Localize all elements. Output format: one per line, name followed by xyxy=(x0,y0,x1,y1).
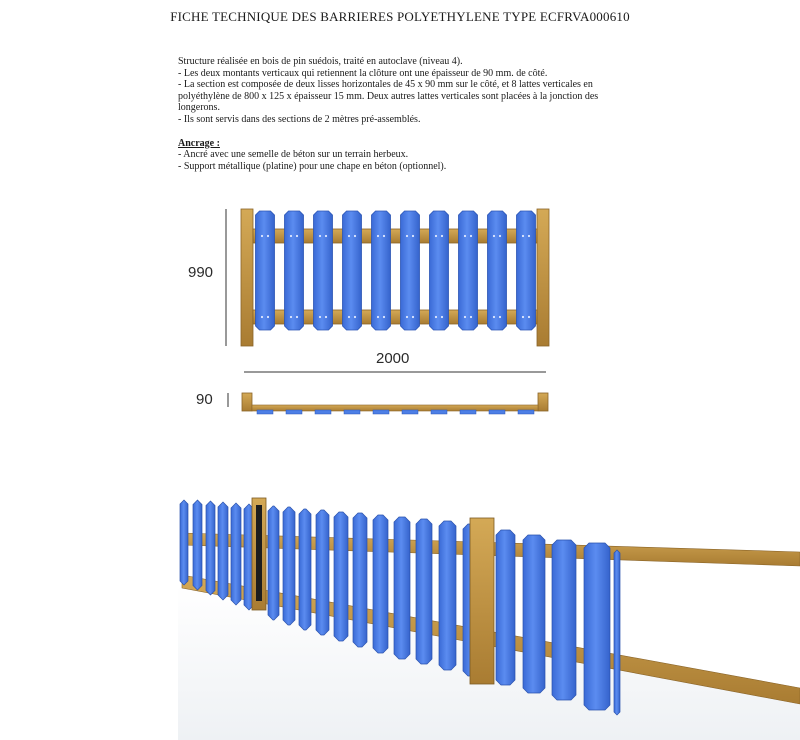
screw xyxy=(470,316,472,318)
picket-3d xyxy=(231,503,241,605)
anchor-grass: - Ancré avec une semelle de béton sur un terrain herbeux. xyxy=(178,149,409,161)
screw xyxy=(406,316,408,318)
picket-3d xyxy=(552,540,576,700)
picket xyxy=(256,211,275,330)
screw xyxy=(261,235,263,237)
screw xyxy=(522,316,524,318)
top-view-picket xyxy=(344,410,360,414)
top-view-picket xyxy=(489,410,505,414)
screw xyxy=(290,235,292,237)
screw xyxy=(296,316,298,318)
picket-3d xyxy=(299,509,311,630)
screw xyxy=(261,316,263,318)
post-3d-left-shadow xyxy=(256,505,262,601)
top-view-picket xyxy=(460,410,476,414)
screw xyxy=(441,316,443,318)
screw xyxy=(412,235,414,237)
screw xyxy=(348,235,350,237)
top-view xyxy=(228,393,548,414)
width-dimension-label: 2000 xyxy=(376,350,410,367)
screw xyxy=(377,235,379,237)
picket xyxy=(343,211,362,330)
top-view-picket xyxy=(257,410,273,414)
picket-3d xyxy=(283,507,295,625)
screw xyxy=(348,316,350,318)
picket-3d xyxy=(584,543,610,710)
screw xyxy=(267,235,269,237)
screw xyxy=(522,235,524,237)
screw xyxy=(325,316,327,318)
picket-3d xyxy=(268,506,279,620)
picket-3d xyxy=(206,501,215,595)
picket-3d xyxy=(180,500,188,585)
picket-3d xyxy=(439,521,456,670)
front-elevation xyxy=(226,209,549,346)
picket-3d xyxy=(373,515,388,653)
picket xyxy=(459,211,478,330)
screw xyxy=(354,235,356,237)
top-view-picket xyxy=(431,410,447,414)
screw xyxy=(493,235,495,237)
picket-3d xyxy=(416,519,432,664)
picket xyxy=(285,211,304,330)
screw xyxy=(383,316,385,318)
picket-3d xyxy=(193,500,202,590)
document-title: FICHE TECHNIQUE DES BARRIERES POLYETHYLENE TYPE ECFRVA000610 xyxy=(170,9,630,24)
screw xyxy=(412,316,414,318)
screw xyxy=(499,235,501,237)
screw xyxy=(441,235,443,237)
screw xyxy=(493,316,495,318)
post-3d-right xyxy=(470,518,494,684)
picket xyxy=(488,211,507,330)
screw xyxy=(528,235,530,237)
picket xyxy=(430,211,449,330)
picket-3d xyxy=(496,530,515,685)
screw xyxy=(354,316,356,318)
right-post xyxy=(537,209,549,346)
top-view-picket xyxy=(286,410,302,414)
screw xyxy=(319,235,321,237)
screw xyxy=(377,316,379,318)
picket xyxy=(517,211,536,330)
screw xyxy=(290,316,292,318)
top-view-left-post xyxy=(242,393,252,411)
picket-3d xyxy=(523,535,545,693)
picket xyxy=(372,211,391,330)
anchor-heading: Ancrage : xyxy=(178,137,220,149)
height-dimension-label: 990 xyxy=(188,264,214,281)
top-view-picket xyxy=(373,410,389,414)
screw xyxy=(267,316,269,318)
picket-3d xyxy=(353,513,367,647)
structure-text: Structure réalisée en bois de pin suédois, traité en autoclave (niveau 4). xyxy=(178,56,463,67)
picket-3d xyxy=(394,517,410,659)
top-view-picket xyxy=(315,410,331,414)
screw xyxy=(325,235,327,237)
screw xyxy=(435,316,437,318)
screw xyxy=(464,235,466,237)
top-view-right-post xyxy=(538,393,548,411)
screw xyxy=(435,235,437,237)
bullet-delivery: - Ils sont servis dans des sections de 2 mètres pré-assemblés. xyxy=(178,113,421,125)
top-view-picket xyxy=(518,410,534,414)
depth-dimension-label: 90 xyxy=(196,391,213,408)
picket xyxy=(314,211,333,330)
bullet-uprights: - Les deux montants verticaux qui retiennent la clôture ont une épaisseur de 90 mm. de côté. xyxy=(178,67,548,79)
picket-3d xyxy=(614,550,620,715)
screw xyxy=(470,235,472,237)
anchor-concrete: - Support métallique (platine) pour une chape en béton (optionnel). xyxy=(178,160,447,172)
screw xyxy=(406,235,408,237)
left-post xyxy=(241,209,253,346)
screw xyxy=(383,235,385,237)
top-view-picket xyxy=(402,410,418,414)
picket-3d xyxy=(334,512,348,641)
screw xyxy=(499,316,501,318)
bullet-section: - La section est composée de deux lisses horizontales de 45 x 90 mm sur le côté, et 8 lattes verticales en polyéthylène de 800 x 125 x épaisseur 15 mm. Deux autres lattes verticales sont placées à la jonction des longerons. xyxy=(178,79,599,114)
picket-3d xyxy=(316,510,329,635)
screw xyxy=(296,235,298,237)
picket-3d xyxy=(218,502,228,600)
screw xyxy=(464,316,466,318)
picket xyxy=(401,211,420,330)
perspective-render xyxy=(178,498,800,740)
screw xyxy=(528,316,530,318)
screw xyxy=(319,316,321,318)
